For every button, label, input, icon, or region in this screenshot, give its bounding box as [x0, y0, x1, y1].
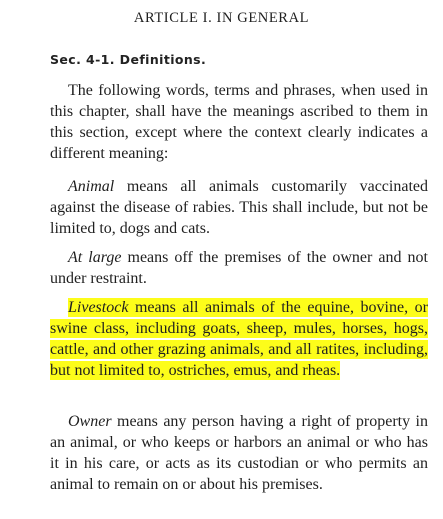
intro-paragraph	[50, 80, 428, 164]
definition-text: means any person having a right of property in an animal, or who keeps or harbors an animal or who has it in his care, or acts as its custodian or who permits an animal to remain on or about his premises.	[50, 413, 428, 493]
definition-text: means off the premises of the owner and not under restraint.	[50, 249, 428, 287]
definition-animal	[50, 176, 428, 239]
definition-text: means all animals of the equine, bovine, or swine class, including goats, sheep, mules, horses, hogs, cattle, and other grazing animals, and all ratites, including, but not limited to, ostriches, emus, and rheas.	[50, 299, 428, 379]
definition-text: means all animals customarily vaccinated against the disease of rabies. This shall include, but not be limited to, dogs and cats.	[50, 178, 428, 237]
definition-term: Livestock	[68, 299, 129, 316]
definition-term: Owner	[68, 413, 112, 430]
definition-term: Animal	[68, 178, 115, 195]
article-title: ARTICLE I. IN GENERAL	[133, 10, 310, 26]
definition-term: At large	[68, 249, 122, 266]
definition-owner	[50, 411, 428, 495]
highlighted-passage	[50, 298, 428, 380]
definition-at-large	[50, 247, 428, 289]
intro-text: The following words, terms and phrases, when used in this chapter, shall have the meanings ascribed to them in this section, except where the context clearly indicates a different meaning:	[50, 82, 428, 162]
definition-livestock	[50, 297, 428, 381]
section-heading: Sec. 4-1. Definitions.	[50, 52, 207, 67]
